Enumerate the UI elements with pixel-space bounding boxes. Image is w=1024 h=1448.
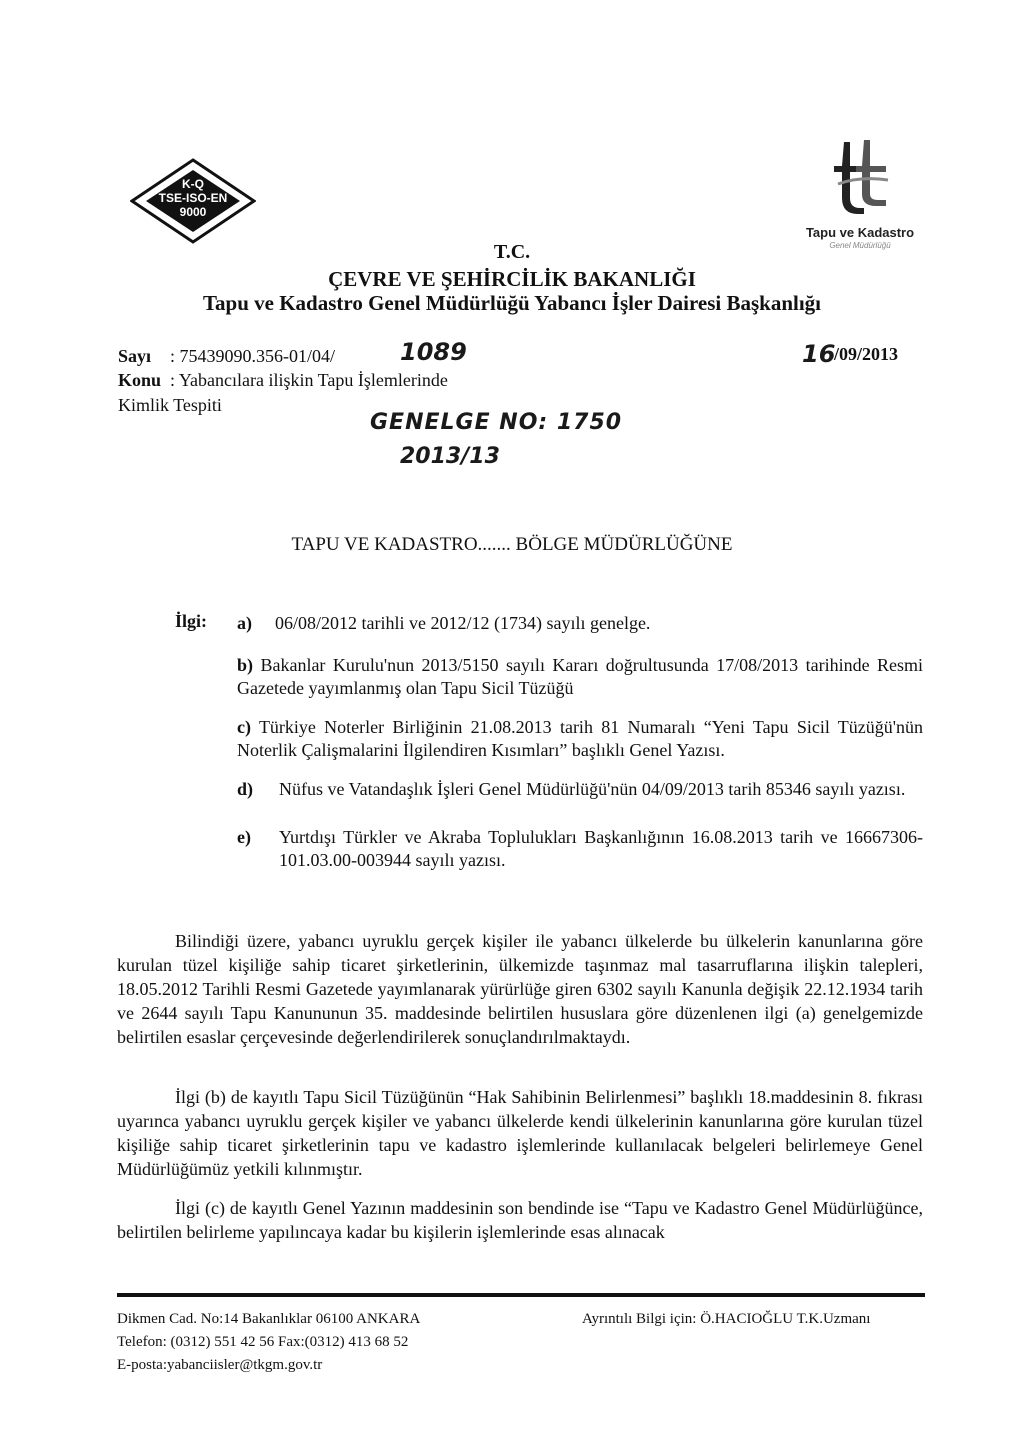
tkgm-logo-subname: Genel Müdürlüğü: [829, 241, 891, 250]
konu-label: Konu: [118, 370, 162, 390]
body-paragraph-3: İlgi (c) de kayıtlı Genel Yazının maddesinin son bendinde ise “Tapu ve Kadastro Genel Müdürlüğünce, belirtilen belirleme yapılıncaya kadar bu kişilerin işlemlerinde esas alınacak: [117, 1198, 923, 1242]
footer-contact: Ayrıntılı Bilgi için: Ö.HACIOĞLU T.K.Uzmanı: [582, 1311, 871, 1327]
ilgi-item-b-text: Bakanlar Kurulu'nun 2013/5150 sayılı Kararı doğrultusunda 17/08/2013 tarihinde Resmi Gazetede yayımlanmış olan Tapu Sicil Tüzüğü: [237, 655, 924, 698]
ilgi-item-e: [237, 826, 923, 872]
handwritten-circular-year: 2013/13: [400, 444, 500, 469]
sayi-value: : 75439090.356-01/04/: [170, 346, 335, 366]
ilgi-item-b: [237, 654, 923, 700]
ilgi-item-c-text: Türkiye Noterler Birliğinin 21.08.2013 tarih 81 Numaralı “Yeni Tapu Sicil Tüzüğü'nün Noterlik Çalişmalarini İlgilendiren Kısımları” başlıklı Genel Yazısı.: [237, 717, 923, 760]
tkgm-emblem-icon: [830, 136, 894, 218]
date-handwritten-day: 16: [802, 340, 836, 368]
footer-email[interactable]: E-posta:yabanciisler@tkgm.gov.tr: [117, 1357, 323, 1373]
ilgi-item-c-letter: c): [237, 717, 251, 737]
iso-mark-line-1: K-Q: [182, 177, 204, 191]
ilgi-item-c: [237, 716, 923, 762]
ilgi-item-d: [237, 778, 923, 801]
konu-value: : Yabancılara ilişkin Tapu İşlemlerinde: [170, 370, 448, 390]
ilgi-item-a: [237, 612, 923, 635]
ilgi-item-d-text: Nüfus ve Vatandaşlık İşleri Genel Müdürlüğü'nün 04/09/2013 tarih 85346 sayılı yazısı.: [279, 779, 906, 799]
header-ministry: ÇEVRE VE ŞEHİRCİLİK BAKANLIĞI: [328, 267, 696, 291]
ilgi-item-e-letter: e): [237, 827, 251, 847]
handwritten-circular-number: GENELGE NO: 1750: [370, 410, 623, 435]
body-paragraph-1: Bilindiği üzere, yabancı uyruklu gerçek kişiler ile yabancı ülkelerde bu ülkelerin kanunlarına göre kurulan tüzel kişiliğe sahip ticaret şirketlerinin, ülkemizde taşınmaz mal tasarruflarına ilişkin talepleri, 18.05.2012 Tarihli Resmi Gazetede yayımlanarak yürürlüğe giren 6302 sayılı Kanunla değişik 22.12.1934 tarih ve 2644 sayılı Tapu Kanununun 35. maddesinde belirtilen hususlara göre düzenlenen ilgi (a) genelgemizde belirtilen esaslar çerçevesinde değerlendirilerek sonuçlandırılmaktaydı.: [117, 931, 923, 1047]
tkgm-logo-name: Tapu ve Kadastro: [805, 225, 915, 240]
iso-mark-line-3: 9000: [179, 205, 207, 219]
ilgi-item-b-letter: b): [237, 655, 254, 675]
ilgi-item-d-letter: d): [237, 779, 254, 799]
addressee: TAPU VE KADASTRO....... BÖLGE MÜDÜRLÜĞÜNE: [291, 534, 733, 555]
footer-divider: [117, 1293, 925, 1297]
footer-address: Dikmen Cad. No:14 Bakanlıklar 06100 ANKARA: [117, 1311, 421, 1327]
footer-phone: Telefon: (0312) 551 42 56 Fax:(0312) 413 68 52: [117, 1334, 409, 1350]
header-tc: T.C.: [493, 241, 531, 263]
ilgi-item-a-letter: a): [237, 613, 252, 633]
iso-certification-logo: [130, 158, 256, 244]
date-value: /09/2013: [834, 344, 899, 364]
iso-mark-line-2: TSE-ISO-EN: [158, 191, 228, 205]
ilgi-label: İlgi:: [175, 611, 208, 631]
konu-value-line2: Kimlik Tespiti: [118, 395, 222, 415]
header-department: Tapu ve Kadastro Genel Müdürlüğü Yabancı İşler Dairesi Başkanlığı: [202, 291, 822, 315]
sayi-label: Sayı: [118, 346, 152, 366]
sayi-handwritten-number: 1089: [400, 338, 467, 366]
ilgi-item-a-text: 06/08/2012 tarihli ve 2012/12 (1734) sayılı genelge.: [275, 613, 651, 633]
body-paragraph-2: İlgi (b) de kayıtlı Tapu Sicil Tüzüğünün “Hak Sahibinin Belirlenmesi” başlıklı 18.maddesinin 8. fıkrası uyarınca yabancı uyruklu gerçek kişiler ve yabancı ülkelerde kendi ülkelerinin kanunlarına göre kurulan tüzel kişiliğe sahip ticaret şirketlerinin tapu ve kadastro işlemlerinde kullanılacak belgeleri belirlemeye Genel Müdürlüğümüz yetkili kılınmıştır.: [117, 1087, 923, 1179]
ilgi-item-e-text: Yurtdışı Türkler ve Akraba Toplulukları Başkanlığının 16.08.2013 tarih ve 16667306- 101.03.00-003944 sayılı yazısı.: [279, 827, 923, 870]
